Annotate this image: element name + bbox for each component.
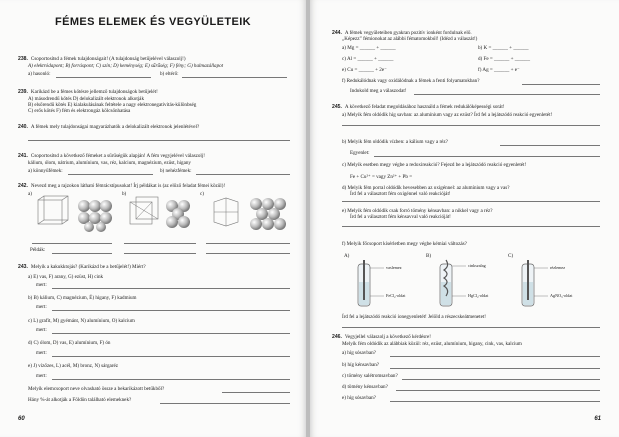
answer-label-a: a) könnyűfémek:: [28, 168, 63, 174]
question-243: 243. Melyik a kakukktojás? (Karikázd be a betűjelét!) Miért?: [18, 264, 146, 270]
lattice-image-b: [128, 194, 198, 232]
answer-line[interactable]: [342, 201, 600, 202]
answer-line[interactable]: [52, 333, 290, 334]
answer-line[interactable]: [522, 84, 600, 85]
cube-lattice-icon: [128, 194, 198, 232]
answer-line[interactable]: [206, 253, 290, 254]
page-number: 61: [594, 416, 601, 422]
answer-label-b: b) eltérő:: [160, 71, 179, 77]
answer-line[interactable]: [32, 243, 112, 244]
experiment-c-label-2: AgNO₃-oldat: [550, 293, 573, 298]
answer-line[interactable]: [390, 356, 600, 357]
experiment-a-label-2: FeCl₂-oldat: [386, 293, 406, 298]
answer-line[interactable]: [222, 392, 290, 393]
page-title: FÉMES ELEMEK ÉS VEGYÜLETEIK: [55, 16, 251, 28]
answer-line[interactable]: [182, 77, 287, 78]
answer-line[interactable]: [390, 401, 600, 402]
question-238: 238. Csoportosítsd a fémek tulajdonságait! (A tulajdonság betűjelével válaszolj!): [18, 56, 186, 62]
question-244: 244. A fémek vegyületeiben gyakran pozitív ionként fordulnak elő.: [332, 30, 472, 36]
redox-equations[interactable]: Fe + Cu²⁺ = vagy Zn²⁺ + Pb =: [350, 174, 413, 180]
question-240: 240. A fémek mely tulajdonságai magyarázhatók a delokalizált elektronok jelenlétével?: [18, 124, 200, 130]
answer-line[interactable]: [402, 379, 600, 380]
answer-line[interactable]: [396, 390, 600, 391]
answer-line[interactable]: [342, 125, 600, 126]
ion-equation[interactable]: b) K = ______ + ______: [478, 45, 529, 51]
answer-label-b: b) nehézfémek:: [160, 168, 192, 174]
experiment-label-a: A): [344, 253, 350, 259]
question-242: 242. Nevezd meg a rajzokon látható fémrácstípusokat! Írj példákat is (az előző feladat fémei közül)!: [18, 183, 226, 189]
answer-line[interactable]: [414, 94, 600, 95]
answer-label-a: a) hasonló:: [28, 71, 51, 77]
answer-line[interactable]: [52, 310, 290, 311]
examples-label: Példák:: [30, 247, 46, 253]
answer-line[interactable]: [68, 174, 153, 175]
question-239: 239. Karikázd be a fémes kötésre jellemző tulajdonságok betűjelét!: [18, 89, 158, 95]
experiment-a-label-1: vaslemez: [386, 265, 402, 270]
question-246-e: e) híg sósavban?: [342, 395, 376, 401]
ion-equation[interactable]: d) Fe = ______ + ______: [478, 56, 531, 62]
experiment-b-label-2: HgCl₂-oldat: [468, 293, 489, 298]
lattice-image-c: [208, 194, 292, 234]
question-245: 245. A következő feladat megoldásához használd a fémek redukálóképességi sorát!: [332, 104, 505, 110]
ion-equation[interactable]: c) Al = ______ + ______: [342, 56, 394, 62]
answer-line[interactable]: [206, 243, 290, 244]
question-243-melt: Melyik elemcsoport neve olvasható össze a bekarikázott betűkből?: [28, 386, 165, 392]
experiment-label-b: B): [426, 253, 432, 259]
option-row-d[interactable]: d) C) ólom, D) vas, E) alumínium, F) ón: [28, 340, 111, 346]
answer-line[interactable]: [52, 379, 290, 380]
figure-label-a: a): [28, 191, 32, 197]
why-label: mert:: [36, 304, 47, 310]
option-row-e[interactable]: e) J) vízőzes, L) acél, M) bronz, N) sárgaréz: [28, 363, 118, 369]
lattice-image-a: [34, 194, 120, 232]
equation-label: Egyenlet:: [350, 150, 370, 156]
answer-line[interactable]: [56, 77, 151, 78]
figure-label-c: c): [200, 191, 204, 197]
question-244-why: Indokold meg a válaszodat!: [350, 88, 407, 94]
ion-equation[interactable]: f) Ag = ______ + e⁻: [478, 67, 520, 73]
question-243-earth: Hány %-át alkotják a Földön található elemeknek?: [28, 397, 132, 403]
question-246-d: d) tömény kénsavban?: [342, 384, 388, 390]
experiment-c-label-1: rézlemez: [550, 265, 566, 270]
question-245-b: b) Melyik fém oldódik vízben: a kálium vagy a réz?: [342, 139, 448, 145]
question-238-options: A) elektródapont; B) forráspont; C) szín; D) keménység; E) sűrűség; F) fény; G) halmazállapot: [28, 63, 224, 69]
option-row-c[interactable]: c) L) grafit, M) gyémánt, N) alumínium, O) kalcium: [28, 318, 135, 324]
experiment-b-label-1: cinkszalag: [468, 263, 486, 268]
hexagonal-lattice-icon: [208, 194, 292, 234]
why-label: mert:: [36, 327, 47, 333]
answer-line[interactable]: [342, 327, 600, 328]
ion-equation[interactable]: e) Cu = ______ + 2e⁻: [342, 67, 387, 73]
question-246-b: b) híg kénsavban?: [342, 362, 380, 368]
answer-line[interactable]: [342, 226, 600, 227]
left-page: [0, 0, 306, 437]
answer-line[interactable]: [28, 140, 290, 141]
answer-line[interactable]: [52, 356, 290, 357]
option-row-b[interactable]: b) B) kálium, C) magnézium, É) higany, F) kadmium: [28, 295, 137, 301]
question-245-a: a) Melyik fém oldódik híg savban: az alumínium vagy az ezüst? Írd fel a lejátszódó reakció egyenletét!: [342, 112, 553, 118]
question-239-row[interactable]: C) erős kötés F) fém és elektrongáz kölcsönhatása: [28, 108, 131, 114]
question-245-e2: Írd fel a választott fém kénsavval való reakcióját!: [350, 214, 451, 220]
question-245-c: c) Melyik esetben megy végbe a redoxireakció? Fejezd be a lejátszódó reakció egyenletét!: [342, 162, 527, 168]
why-label: mert:: [36, 373, 47, 379]
question-239-row[interactable]: B) elsőrendű kötés E) kialakulásának feltétele a nagy elektronegativitás-különbség: [28, 102, 197, 108]
question-246-text: Melyik fém oldódik az alábbiak közül: réz, ezüst, alumínium, higany, cink, vas, kalcium: [342, 341, 522, 347]
question-241: 241. Csoportosítsd a következő fémeket a sűrűségük alapján! A fém vegyjelével válaszolj!: [18, 153, 205, 159]
question-246-a: a) híg sósavban?: [342, 350, 376, 356]
answer-line[interactable]: [390, 368, 600, 369]
page-number: 60: [18, 416, 25, 422]
question-245-d: d) Melyik fém porral oldódik hevesebben az oxigénnel: az alumínium vagy a vas?: [342, 185, 510, 191]
question-239-row[interactable]: A) másodrendű kötés D) delokalizált elektronok alkotják: [28, 96, 144, 102]
answer-line[interactable]: [500, 145, 600, 146]
right-page: [310, 0, 619, 437]
experiment-label-c: C): [508, 253, 514, 259]
question-244-text: „Képezz” fémionokat az alábbi fématomokból! (Idézd a válaszát!): [342, 36, 478, 42]
answer-line[interactable]: [196, 174, 290, 175]
question-244-redox: f) Redukálódnak vagy oxidálódnak a fémek a fenti folyamatokban?: [342, 78, 480, 84]
answer-line[interactable]: [124, 253, 196, 254]
answer-line[interactable]: [52, 288, 290, 289]
question-245-f2: Írd fel a lejátszódó reakció ionegyenletét! Jelöld a részecskeátmenetet!: [342, 314, 486, 320]
question-246-c: c) tömény salétromsavban?: [342, 373, 398, 379]
why-label: mert:: [36, 282, 47, 288]
question-245-d2: Írd fel a választott fém oxigénnel való reakcióját!: [350, 191, 451, 197]
question-245-e: e) Melyik fém oldódik csak forró tömény kénsavban: a nikkel vagy a réz?: [342, 208, 493, 214]
question-241-list: kálium, ólom, nátrium, alumínium, vas, réz, kalcium, magnézium, ezüst, higany: [28, 160, 191, 166]
figure-label-b: b): [122, 191, 127, 197]
cube-lattice-icon: [34, 194, 120, 232]
answer-line[interactable]: [374, 156, 600, 157]
ion-equation[interactable]: a) Mg = ______ + ______: [342, 45, 396, 51]
answer-line[interactable]: [124, 243, 196, 244]
why-label: mert:: [36, 350, 47, 356]
question-245-f: f) Melyik főcsoport kísérletben megy végbe kémiai változás?: [342, 241, 467, 247]
answer-line[interactable]: [52, 253, 112, 254]
question-246: 246. Vegyjellel válaszolj a következő kérdésre!: [332, 334, 431, 340]
option-row-a[interactable]: a) E) vas, F) arany, G) ezüst, H) cink: [28, 274, 104, 280]
answer-line[interactable]: [160, 403, 290, 404]
